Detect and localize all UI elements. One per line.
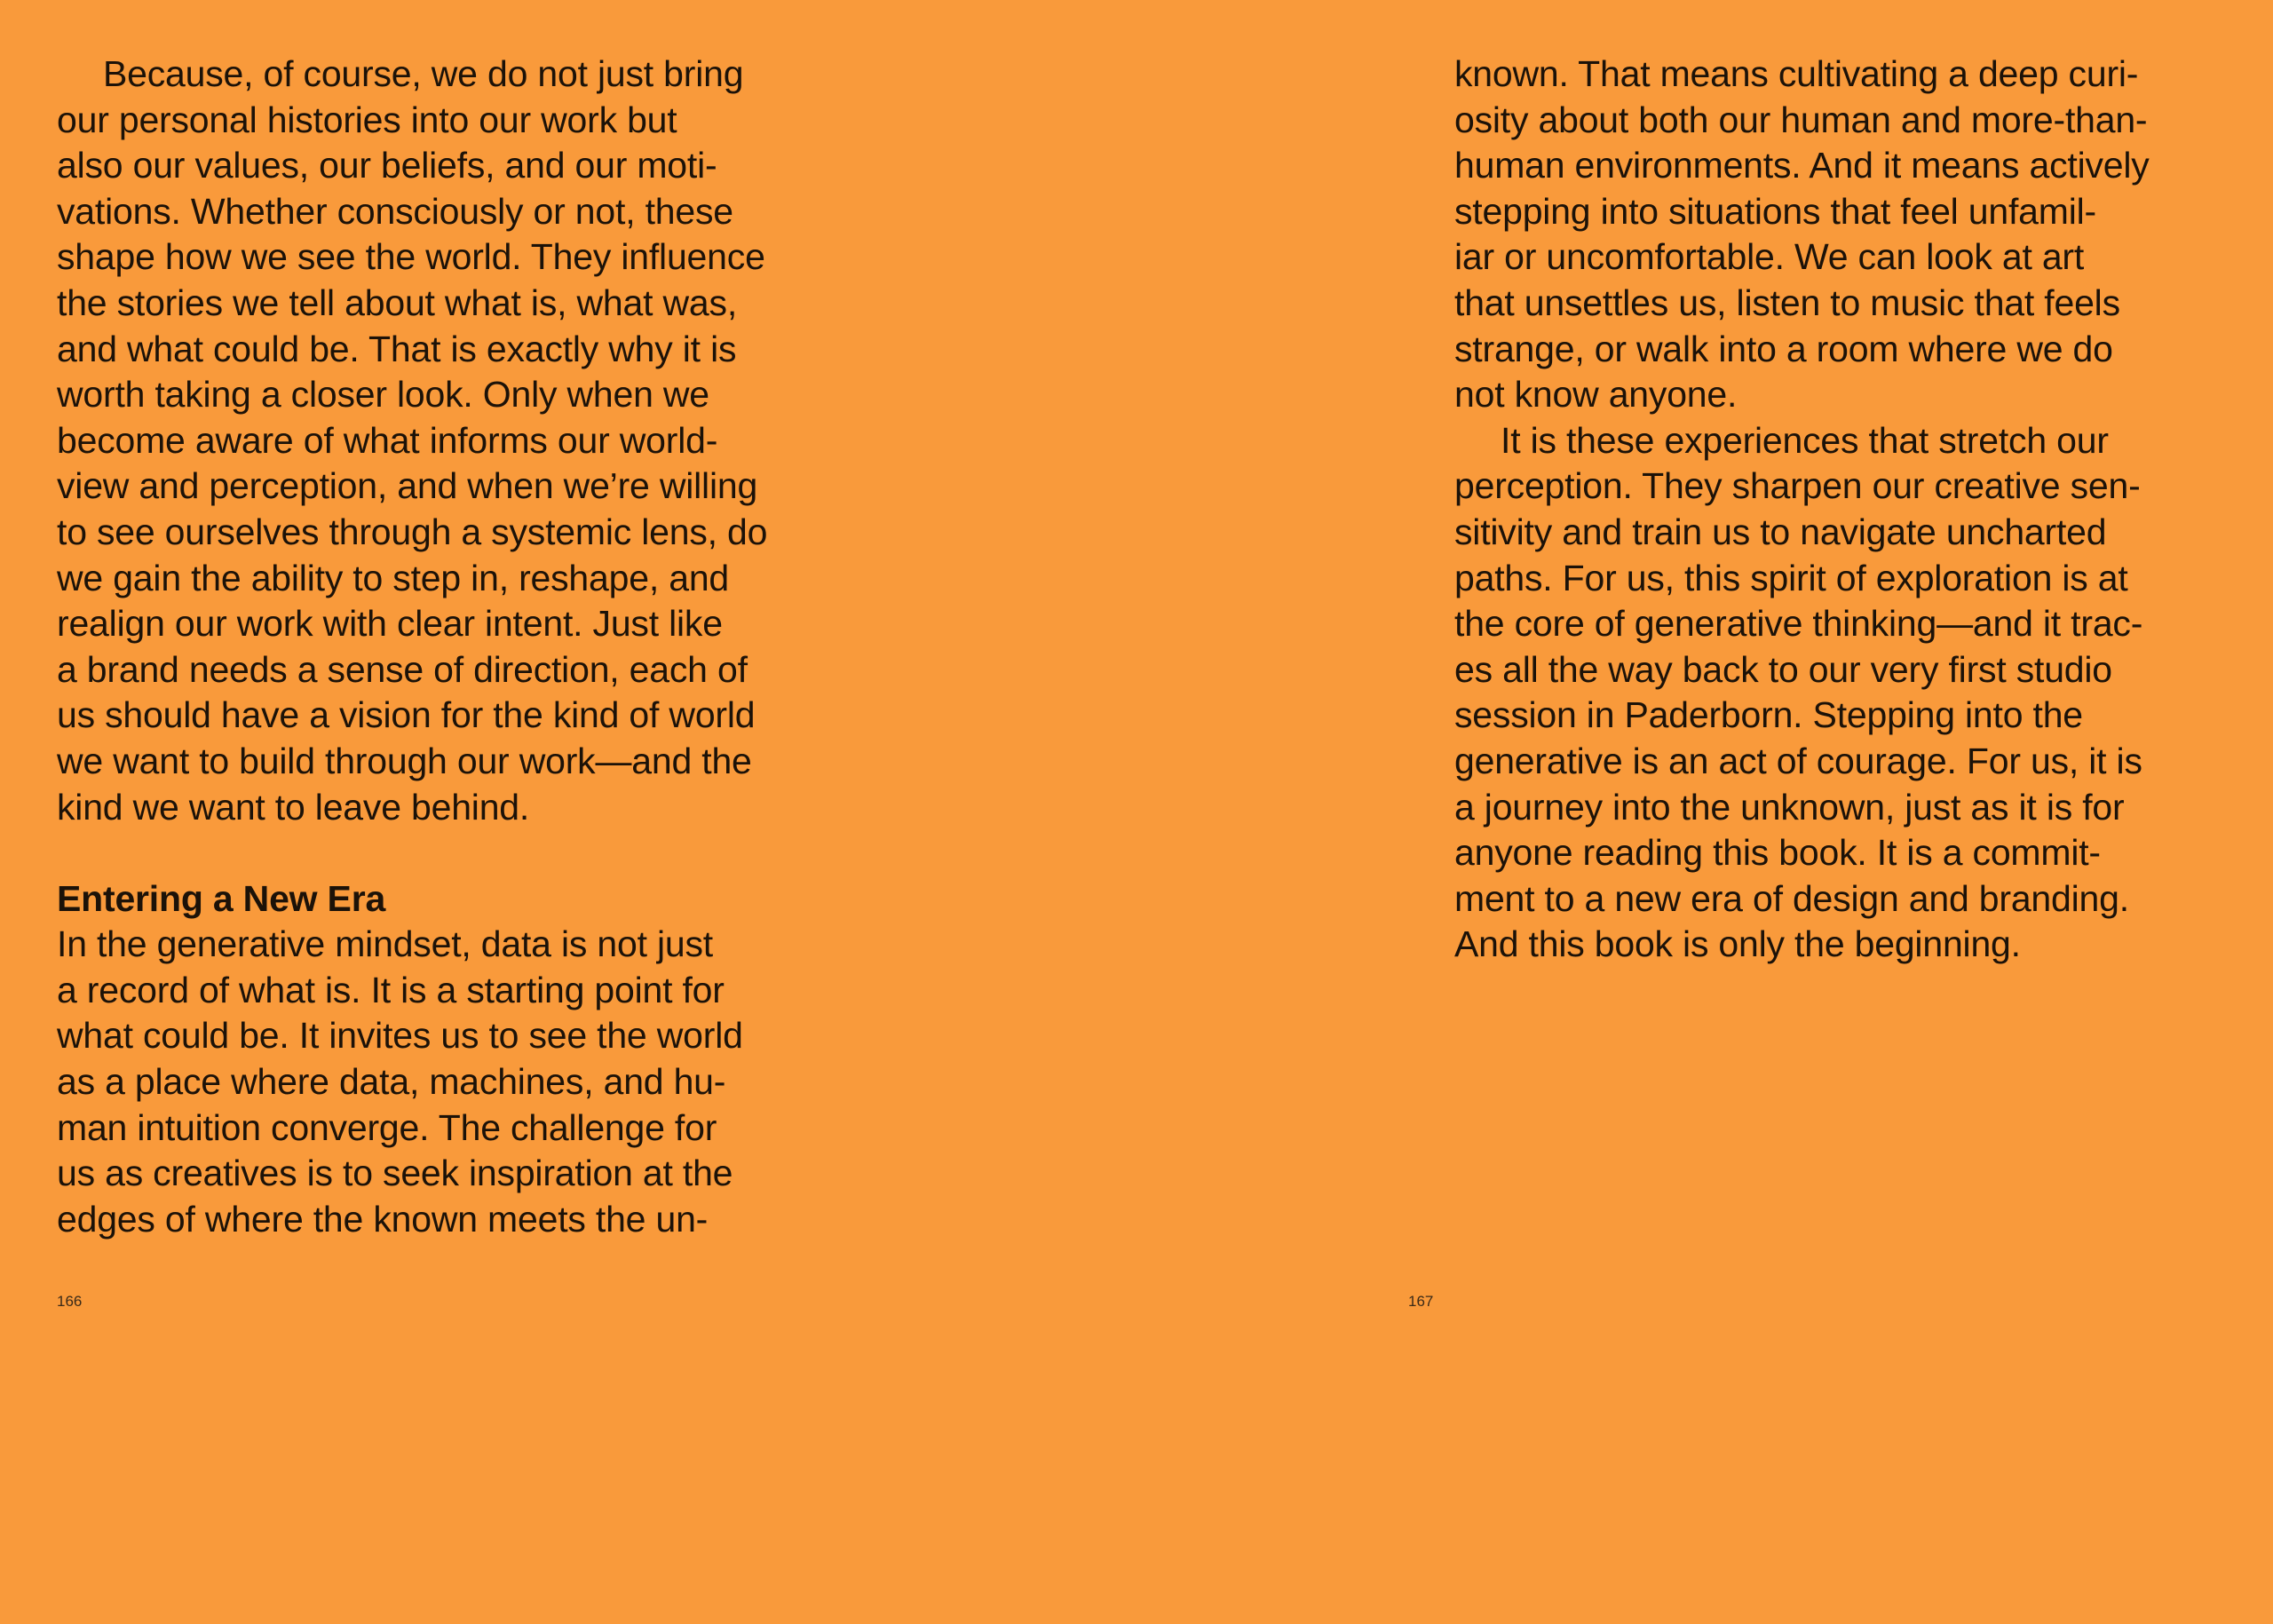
text-line: not know anyone. [1454, 374, 1738, 416]
text-line: stepping into situations that feel unfamil- [1454, 190, 2096, 232]
text-line: us should have a vision for the kind of world [57, 694, 756, 736]
text-line: It is these experiences that stretch our [1501, 419, 2109, 461]
text-line: Because, of course, we do not just bring [103, 53, 744, 94]
left-paragraph-2 [57, 922, 838, 1242]
page-number-left: 166 [57, 1293, 83, 1310]
text-line: shape how we see the world. They influence [57, 236, 765, 278]
text-line: man intuition converge. The challenge for [57, 1106, 717, 1148]
text-line: osity about both our human and more-than- [1454, 99, 2148, 140]
text-line: the core of generative thinking—and it trac- [1454, 603, 2143, 645]
text-line: view and perception, and when we’re willing [57, 465, 758, 507]
text-line: and what could be. That is exactly why it is [57, 328, 737, 369]
text-line: what could be. It invites us to see the world [57, 1015, 743, 1057]
text-line: the stories we tell about what is, what was, [57, 281, 738, 323]
text-line: to see ourselves through a systemic lens, do [57, 511, 768, 552]
text-line: kind we want to leave behind. [57, 786, 530, 828]
text-line: sitivity and train us to navigate uncharted [1454, 511, 2107, 552]
page-number-right: 167 [1408, 1293, 1434, 1310]
right-page-text-column [1454, 51, 2236, 968]
text-line: human environments. And it means actively [1454, 145, 2150, 186]
text-line: worth taking a closer look. Only when we [57, 374, 709, 416]
text-line: that unsettles us, listen to music that feels [1454, 281, 2120, 323]
section-heading: Entering a New Era [57, 877, 386, 919]
right-page [1136, 0, 2273, 1624]
right-paragraph-1 [1454, 51, 2236, 418]
text-line: a journey into the unknown, just as it is for [1454, 786, 2125, 828]
left-paragraph-1 [57, 51, 838, 830]
text-line: generative is an act of courage. For us, it is [1454, 740, 2142, 781]
text-line: our personal histories into our work but [57, 99, 677, 140]
text-line: anyone reading this book. It is a commit- [1454, 832, 2101, 874]
text-line: we gain the ability to step in, reshape, and [57, 557, 730, 598]
text-line: iar or uncomfortable. We can look at art [1454, 236, 2085, 278]
text-line: ment to a new era of design and branding. [1454, 877, 2129, 919]
text-line: edges of where the known meets the un- [57, 1198, 709, 1240]
text-line: a brand needs a sense of direction, each of [57, 648, 748, 690]
text-line: we want to build through our work—and the [57, 740, 752, 781]
text-line: vations. Whether consciously or not, these [57, 190, 733, 232]
text-line: session in Paderborn. Stepping into the [1454, 694, 2083, 736]
text-line: as a place where data, machines, and hu- [57, 1061, 726, 1103]
left-page [0, 0, 1136, 1624]
right-paragraph-2 [1454, 418, 2236, 968]
text-line: perception. They sharpen our creative sen- [1454, 465, 2141, 507]
text-line: strange, or walk into a room where we do [1454, 328, 2113, 369]
text-line: es all the way back to our very first studio [1454, 648, 2112, 690]
text-line: And this book is only the beginning. [1454, 923, 2021, 965]
paragraph-gap [57, 830, 838, 876]
text-line: become aware of what informs our world- [57, 419, 718, 461]
text-line: known. That means cultivating a deep curi- [1454, 53, 2139, 94]
text-line: paths. For us, this spirit of exploration is at [1454, 557, 2128, 598]
text-line: realign our work with clear intent. Just like [57, 603, 723, 645]
text-line: a record of what is. It is a starting point for [57, 969, 725, 1010]
left-page-text-column [57, 51, 838, 1242]
text-line: us as creatives is to seek inspiration at the [57, 1153, 733, 1194]
text-line: In the generative mindset, data is not just [57, 923, 713, 965]
text-line: also our values, our beliefs, and our moti- [57, 145, 717, 186]
